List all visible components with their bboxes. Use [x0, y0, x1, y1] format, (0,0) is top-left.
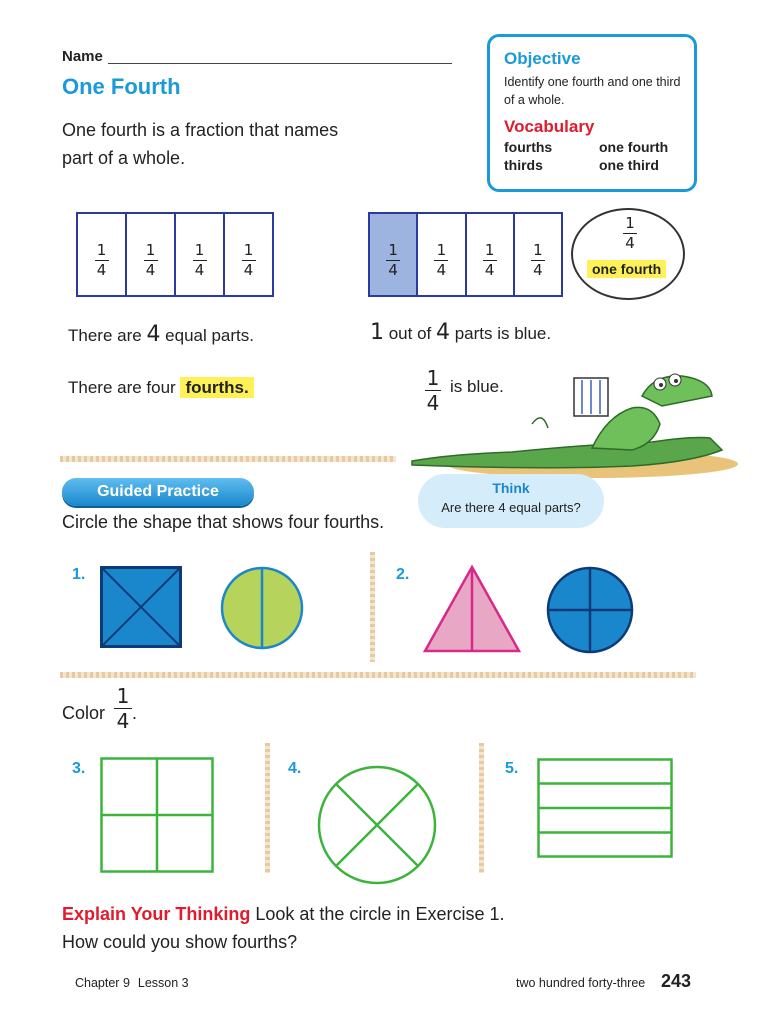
page-title: One Fourth [62, 74, 181, 99]
strip-part: $\frac{1}{4}$ [418, 214, 466, 295]
think-title: Think [492, 480, 530, 496]
exercise-number: 5. [505, 760, 519, 777]
exercise-separator [370, 552, 375, 662]
name-label: Name [62, 48, 103, 65]
fraction-strip-one-shaded [368, 212, 563, 297]
page-number: 243 [661, 971, 692, 991]
objective-title: Objective [504, 49, 581, 68]
vocab-term: fourths [504, 139, 553, 155]
vocabulary-title: Vocabulary [504, 117, 595, 136]
bubble-label: one fourth [587, 260, 666, 278]
explain-question: How could you show fourths? [62, 932, 298, 952]
rectangle-four-rows[interactable] [537, 758, 673, 858]
think-bubble [418, 474, 604, 528]
circle-quartered-diagonal[interactable] [316, 764, 438, 886]
color-instruction: Color [62, 703, 106, 723]
objective-text: Identify one fourth and one third of a whole. [504, 75, 681, 107]
fraction-strip-fourths [76, 212, 274, 297]
vocab-term: one fourth [599, 139, 669, 155]
highlight-fourths: fourths. [180, 377, 253, 398]
section-divider [60, 672, 696, 678]
think-text: Are there 4 equal parts? [441, 500, 581, 515]
circle-quartered[interactable] [546, 566, 634, 654]
exercise-number: 4. [288, 760, 302, 777]
exercise-separator [265, 743, 270, 873]
strip-part: $\frac{1}{4}$ [515, 214, 561, 295]
sentence-is-blue: is blue. [450, 377, 504, 396]
exercise-separator [479, 743, 484, 873]
name-line[interactable] [108, 63, 452, 64]
explain-title: Explain Your Thinking [62, 904, 251, 924]
vocab-term: thirds [504, 157, 543, 173]
footer-chapter-lesson: Chapter 9 Lesson 3 [75, 976, 189, 990]
strip-part: $\frac{1}{4}$ [78, 214, 127, 295]
guided-instruction: Circle the shape that shows four fourths. [62, 512, 385, 532]
triangle-halved[interactable] [422, 564, 522, 654]
exercise-number: 3. [72, 760, 86, 777]
vocab-term: one third [599, 157, 659, 173]
sentence-equal-parts: There are 4 equal parts. [68, 322, 254, 347]
instruction-period: . [132, 703, 138, 723]
section-divider [60, 456, 396, 462]
strip-part: $\frac{1}{4}$ [225, 214, 272, 295]
footer-page-words: two hundred forty-three [516, 976, 646, 990]
vocabulary-list [504, 139, 689, 173]
fraction-one-fourth: 1 4 [623, 216, 637, 251]
square-quartered-diagonal[interactable] [100, 566, 182, 648]
one-fourth-bubble [571, 208, 685, 300]
fraction-is-blue: $\frac{1}{4}$ [426, 366, 440, 415]
sentence-out-of: 1 out of 4 parts is blue. [370, 320, 552, 345]
exercise-number: 2. [396, 566, 410, 583]
strip-part-shaded: $\frac{1}{4}$ [370, 214, 418, 295]
intro-text: One fourth is a fraction that names part of a whole. [62, 120, 339, 168]
alligator-illustration [392, 366, 738, 478]
strip-part: $\frac{1}{4}$ [176, 214, 225, 295]
exercise-number: 1. [72, 566, 86, 583]
objective-box [487, 34, 697, 192]
explain-prompt: Explain Your Thinking Look at the circle in Exercise 1. [62, 904, 505, 924]
circle-halved[interactable] [220, 566, 304, 650]
sentence-fourths: There are four fourths. [68, 378, 254, 398]
guided-practice-label: Guided Practice [62, 478, 254, 506]
strip-part: $\frac{1}{4}$ [467, 214, 515, 295]
strip-part: $\frac{1}{4}$ [127, 214, 176, 295]
square-grid-quartered[interactable] [100, 757, 214, 873]
fraction-one-fourth: $\frac{1}{4}$ [114, 686, 132, 731]
